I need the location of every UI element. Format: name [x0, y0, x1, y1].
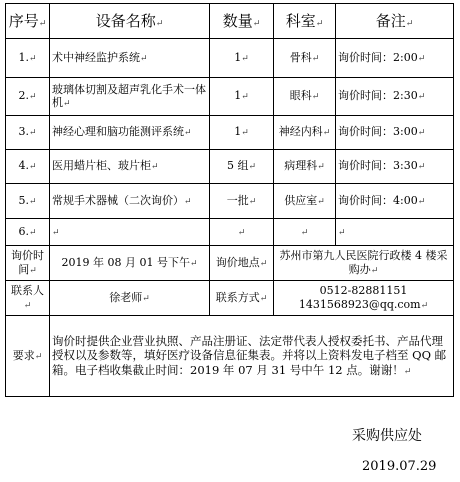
paragraph-mark-icon: ↵	[241, 92, 249, 103]
paragraph-mark-icon: ↵	[28, 196, 37, 207]
paragraph-mark-icon: ↵	[29, 265, 37, 276]
header-no-label: 序号	[8, 11, 39, 30]
contact-email[interactable]: 1431568923@qq.com	[298, 297, 421, 311]
paragraph-mark-icon: ↵	[28, 53, 37, 64]
header-no	[6, 4, 50, 39]
paragraph-mark-icon: ↵	[184, 128, 192, 139]
paragraph-mark-icon: ↵	[420, 300, 429, 311]
paragraph-mark-icon: ↵	[28, 128, 37, 139]
contact-method-label-text: 联系方式	[215, 290, 260, 304]
row-no: 6.↵	[6, 219, 50, 246]
contact-person-value	[50, 281, 210, 316]
row-equipment	[50, 150, 210, 184]
paragraph-mark-icon: ↵	[140, 53, 148, 64]
paragraph-mark-icon: ↵	[405, 18, 414, 29]
paragraph-mark-icon: ↵	[300, 227, 309, 238]
row-equipment-value: 玻璃体切割及超声乳化手术一体机	[52, 82, 206, 110]
paragraph-mark-icon: ↵	[311, 53, 320, 64]
row-equipment	[50, 219, 210, 246]
paragraph-mark-icon: ↵	[28, 227, 37, 238]
inquiry-place-label	[210, 246, 274, 281]
row-department	[274, 219, 336, 246]
contact-method-value	[274, 281, 454, 316]
inquiry-time-label	[6, 246, 50, 281]
row-remark	[336, 150, 454, 184]
row-remark-value: 询价时间：4:00	[338, 193, 418, 207]
row-equipment-value: 常规手术器械（二次询价）	[52, 193, 184, 207]
paragraph-mark-icon: ↵	[252, 18, 261, 29]
paragraph-mark-icon: ↵	[63, 99, 71, 110]
paragraph-mark-icon: ↵	[259, 293, 268, 304]
header-remarks	[336, 4, 454, 39]
row-no: 5.↵	[6, 184, 50, 219]
inquiry-time-value-text: 2019 年 08 月 01 号下午	[61, 255, 190, 269]
table-row	[6, 219, 454, 246]
paragraph-mark-icon: ↵	[417, 92, 426, 103]
table-row	[6, 150, 454, 184]
row-no: 2.↵	[6, 78, 50, 116]
row-no-value: 6	[18, 224, 26, 238]
row-quantity	[210, 150, 274, 184]
paragraph-mark-icon: ↵	[241, 53, 249, 64]
requirements-text	[50, 316, 454, 397]
paragraph-mark-icon: ↵	[237, 227, 246, 238]
paragraph-mark-icon: ↵	[34, 351, 43, 362]
paragraph-mark-icon: ↵	[315, 18, 324, 29]
paragraph-mark-icon: ↵	[317, 196, 325, 207]
paragraph-mark-icon: ↵	[417, 196, 426, 207]
paragraph-mark-icon: ↵	[248, 162, 257, 173]
paragraph-mark-icon: ↵	[241, 128, 249, 139]
signature-date: 2019.07.29	[362, 459, 437, 474]
inquiry-table	[5, 3, 454, 397]
header-quantity	[210, 4, 274, 39]
row-quantity	[210, 78, 274, 116]
row-quantity	[210, 219, 274, 246]
row-remark	[336, 219, 454, 246]
header-department-label: 科室	[285, 11, 316, 30]
paragraph-mark-icon: ↵	[311, 92, 320, 103]
row-department	[274, 39, 336, 78]
row-quantity-value: 1	[234, 89, 242, 103]
row-no-value: 5	[18, 193, 26, 207]
row-remark	[336, 184, 454, 219]
paragraph-mark-icon: ↵	[28, 162, 37, 173]
inquiry-place-label-text: 询价地点	[215, 255, 260, 269]
paragraph-mark-icon: ↵	[417, 162, 426, 173]
row-equipment	[50, 184, 210, 219]
row-equipment-value: 医用蜡片柜、玻片柜	[52, 159, 151, 173]
row-remark-value: 询价时间：3:00	[338, 125, 418, 139]
row-quantity	[210, 116, 274, 150]
row-department-value: 供应室	[284, 193, 318, 207]
table-row	[6, 39, 454, 78]
paragraph-mark-icon: ↵	[259, 258, 268, 269]
row-quantity-value: 一批	[226, 193, 249, 207]
table-row	[6, 184, 454, 219]
row-department-value: 骨科	[289, 50, 312, 64]
row-quantity	[210, 184, 274, 219]
row-quantity-value: 5 组	[226, 159, 249, 173]
table-row	[6, 78, 454, 116]
header-department	[274, 4, 336, 39]
header-row	[6, 4, 454, 39]
row-no: 1.↵	[6, 39, 50, 78]
paragraph-mark-icon: ↵	[417, 128, 426, 139]
row-remark	[336, 116, 454, 150]
row-department	[274, 116, 336, 150]
inquiry-place-value	[274, 246, 454, 281]
paragraph-mark-icon: ↵	[189, 258, 198, 269]
paragraph-mark-icon: ↵	[23, 300, 32, 311]
header-equipment	[50, 4, 210, 39]
row-remark-value: 询价时间：3:30	[338, 159, 418, 173]
paragraph-mark-icon: ↵	[151, 162, 159, 173]
paragraph-mark-icon: ↵	[155, 18, 164, 29]
paragraph-mark-icon: ↵	[417, 53, 426, 64]
contact-method-label	[210, 281, 274, 316]
requirements-row	[6, 316, 454, 397]
requirements-text-content: 询价时提供企业营业执照、产品注册证、法定带代表人授权委托书、产品代理授权以及参数等，填好医疗设备信息征集表。并将以上资料发电子档至 QQ 邮箱。电子档收集截止时间：2019 年 07 月 31 号中午 12 点。谢谢！	[52, 334, 447, 377]
header-quantity-label: 数量	[222, 11, 253, 30]
row-no-value: 1	[18, 50, 26, 64]
row-remark	[336, 78, 454, 116]
row-equipment	[50, 116, 210, 150]
row-no: 4.↵	[6, 150, 50, 184]
row-remark-value: 询价时间：2:00	[338, 50, 418, 64]
paragraph-mark-icon: ↵	[317, 162, 325, 173]
contact-person-label-text: 联系人	[11, 284, 44, 297]
requirements-label-text: 要求	[12, 348, 35, 362]
paragraph-mark-icon: ↵	[142, 293, 150, 304]
paragraph-mark-icon: ↵	[248, 196, 257, 207]
header-equipment-label: 设备名称	[95, 11, 156, 30]
paragraph-mark-icon: ↵	[338, 227, 346, 238]
contact-phone: 0512-82881151	[319, 284, 408, 297]
row-department-value: 神经内科	[278, 125, 323, 139]
row-no-value: 4	[18, 159, 26, 173]
row-no-value: 2	[18, 89, 26, 103]
row-quantity-value: 1	[234, 125, 242, 139]
row-department	[274, 184, 336, 219]
row-department-value: 眼科	[289, 89, 312, 103]
paragraph-mark-icon: ↵	[403, 366, 412, 377]
row-equipment	[50, 39, 210, 78]
row-department-value: 病理科	[284, 159, 318, 173]
row-department	[274, 78, 336, 116]
row-equipment-value: 神经心理和脑功能测评系统	[52, 125, 184, 139]
paragraph-mark-icon: ↵	[28, 92, 37, 103]
paragraph-mark-icon: ↵	[38, 18, 47, 29]
row-no-value: 3	[18, 125, 26, 139]
inquiry-place-value-text: 苏州市第九人民医院行政楼 4 楼采购办	[279, 249, 448, 276]
paragraph-mark-icon: ↵	[322, 128, 331, 139]
paragraph-mark-icon: ↵	[370, 265, 379, 276]
row-equipment-value: 术中神经监护系统	[52, 50, 140, 64]
row-quantity-value: 1	[234, 50, 242, 64]
paragraph-mark-icon: ↵	[52, 227, 60, 238]
contact-person-value-text: 徐老师	[109, 290, 143, 304]
row-no: 3.↵	[6, 116, 50, 150]
contact-person-label	[6, 281, 50, 316]
row-department	[274, 150, 336, 184]
paragraph-mark-icon: ↵	[184, 196, 192, 207]
contact-row	[6, 281, 454, 316]
requirements-label	[6, 316, 50, 397]
inquiry-time-label-text: 询价时间	[11, 249, 44, 276]
inquiry-row	[6, 246, 454, 281]
table-row	[6, 116, 454, 150]
row-remark	[336, 39, 454, 78]
signature-department: 采购供应处	[352, 428, 422, 444]
row-remark-value: 询价时间：2:30	[338, 89, 418, 103]
row-quantity	[210, 39, 274, 78]
row-equipment	[50, 78, 210, 116]
header-remarks-label: 备注	[375, 11, 406, 30]
inquiry-time-value	[50, 246, 210, 281]
